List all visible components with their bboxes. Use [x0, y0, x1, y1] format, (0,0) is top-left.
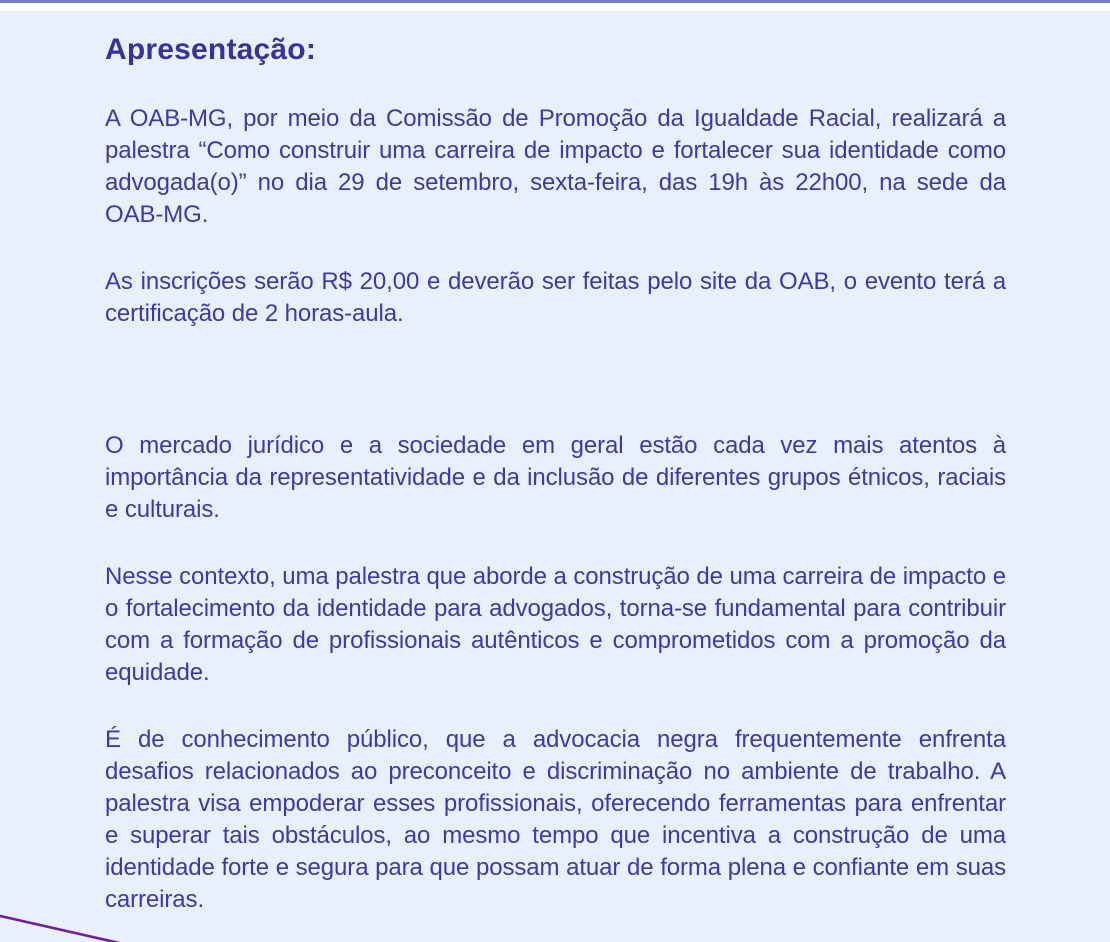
paragraph-empowerment: É de conhecimento público, que a advocacia negra frequentemente enfrenta desafios relacionados ao preconceito e discriminação no ambiente de trabalho. A palestra visa empoderar esses profissionais, oferecendo ferramentas para enfrentar e superar tais obstáculos, ao mesmo tempo que incentiva a construção de uma identidade forte e segura para que possam atuar de forma plena e confiante em suas carreiras.	[105, 726, 1006, 913]
paragraph-market-context: O mercado jurídico e a sociedade em geral estão cada vez mais atentos à importância da representatividade e da inclusão de diferentes grupos étnicos, raciais e culturais.	[105, 432, 1006, 523]
presentation-section	[105, 11, 1006, 916]
section-heading: Apresentação:	[105, 33, 317, 66]
paragraph-registration-info: As inscrições serão R$ 20,00 e deverão ser feitas pelo site da OAB, o evento terá a certificação de 2 horas-aula.	[105, 268, 1006, 327]
paragraph-event-announcement: A OAB-MG, por meio da Comissão de Promoção da Igualdade Racial, realizará a palestra “Como construir uma carreira de impacto e fortalecer sua identidade como advogada(o)” no dia 29 de setembro, sexta-feira, das 19h às 22h00, na sede da OAB-MG.	[105, 105, 1006, 228]
top-white-strip	[0, 3, 1110, 11]
paragraph-lecture-importance: Nesse contexto, uma palestra que aborde a construção de uma carreira de impacto e o fortalecimento da identidade para advogados, torna-se fundamental para contribuir com a formação de profissionais autênticos e comprometidos com a promoção da equidade.	[105, 563, 1006, 686]
